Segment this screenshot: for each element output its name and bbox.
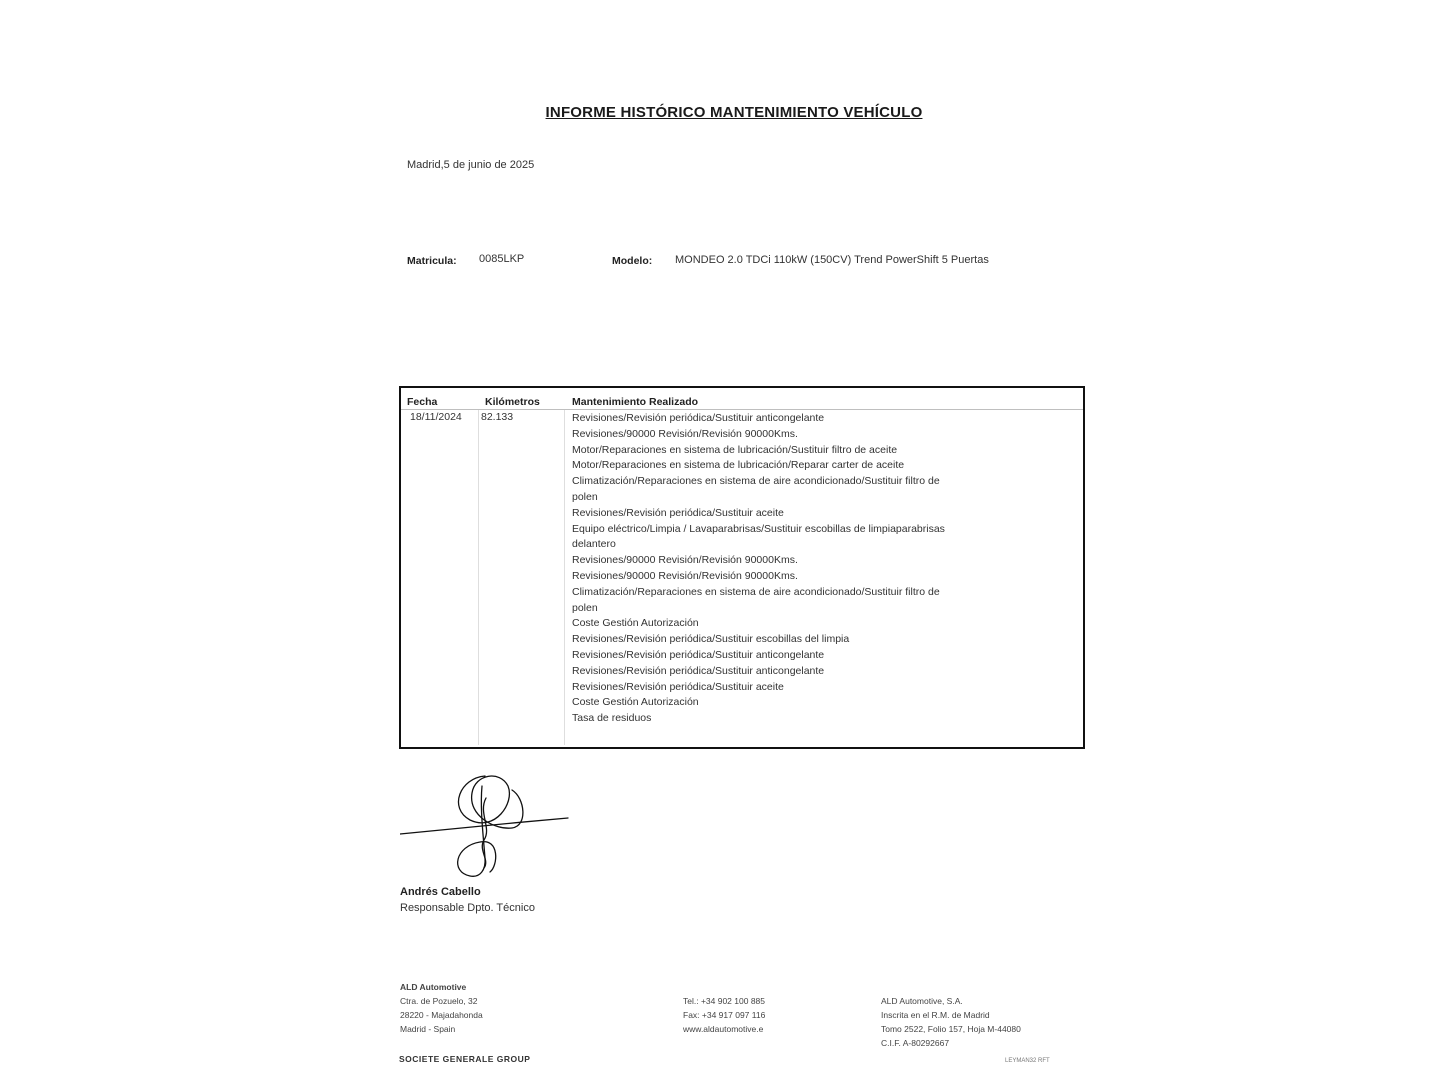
maintenance-item: Revisiones/90000 Revisión/Revisión 90000Kms. <box>572 554 798 567</box>
phone-line: Tel.: +34 902 100 885 <box>683 996 765 1006</box>
maintenance-item: Revisiones/Revisión periódica/Sustituir escobillas del limpia <box>572 633 850 646</box>
registry-line: Inscrita en el R.M. de Madrid <box>881 1010 990 1020</box>
maintenance-list <box>572 411 1072 727</box>
address-line: Ctra. de Pozuelo, 32 <box>400 996 478 1006</box>
cell-date: 18/11/2024 <box>410 411 462 423</box>
signatory-name: Andrés Cabello <box>400 886 481 898</box>
maintenance-item: Coste Gestión Autorización <box>572 696 699 709</box>
company-name: ALD Automotive <box>400 982 467 992</box>
registry-line: Tomo 2522, Folio 157, Hoja M-44080 <box>881 1024 1021 1034</box>
plate-value: 0085LKP <box>479 253 525 265</box>
maintenance-item: polen <box>572 601 598 614</box>
col-header-km: Kilómetros <box>485 396 540 408</box>
maintenance-item: Motor/Reparaciones en sistema de lubricación/Reparar carter de aceite <box>572 459 905 472</box>
report-title: INFORME HISTÓRICO MANTENIMIENTO VEHÍCULO <box>545 104 923 121</box>
maintenance-item: Revisiones/90000 Revisión/Revisión 90000Kms. <box>572 569 798 582</box>
footer-address-block <box>400 980 483 1036</box>
document-code: LEYMAN32 RFT <box>1005 1058 1050 1064</box>
model-value: MONDEO 2.0 TDCi 110kW (150CV) Trend PowerShift 5 Puertas <box>675 254 989 266</box>
footer-registry-block <box>881 994 1021 1050</box>
maintenance-item: Tasa de residuos <box>572 712 652 725</box>
maintenance-item: Revisiones/Revisión periódica/Sustituir aceite <box>572 680 784 693</box>
registry-line: C.I.F. A-80292667 <box>881 1038 950 1048</box>
maintenance-item: polen <box>572 490 598 503</box>
maintenance-item: Climatización/Reparaciones en sistema de aire acondicionado/Sustituir filtro de <box>572 475 940 488</box>
signatory-role: Responsable Dpto. Técnico <box>400 902 535 914</box>
cell-km: 82.133 <box>481 411 514 423</box>
column-divider <box>564 410 565 745</box>
maintenance-item: Revisiones/Revisión periódica/Sustituir anticongelante <box>572 412 825 424</box>
registry-line: ALD Automotive, S.A. <box>881 996 963 1006</box>
footer-contact-block <box>683 994 765 1036</box>
model-label: Modelo: <box>612 255 653 267</box>
handwritten-signature <box>400 768 570 883</box>
col-header-maintenance: Mantenimiento Realizado <box>572 396 699 408</box>
maintenance-item: Revisiones/90000 Revisión/Revisión 90000Kms. <box>572 427 798 440</box>
maintenance-item: Coste Gestión Autorización <box>572 617 699 630</box>
report-date: Madrid,5 de junio de 2025 <box>407 159 535 171</box>
col-header-date: Fecha <box>407 396 438 408</box>
column-divider <box>478 410 479 745</box>
maintenance-item: Revisiones/Revisión periódica/Sustituir aceite <box>572 506 784 519</box>
website-line: www.aldautomotive.e <box>683 1024 764 1034</box>
group-name: SOCIETE GENERALE GROUP <box>399 1054 531 1064</box>
fax-line: Fax: +34 917 097 116 <box>683 1010 766 1020</box>
address-line: 28220 - Majadahonda <box>400 1010 483 1020</box>
header-divider <box>401 409 1083 410</box>
maintenance-item: delantero <box>572 538 616 551</box>
plate-label: Matricula: <box>407 255 457 267</box>
maintenance-item: Revisiones/Revisión periódica/Sustituir anticongelante <box>572 648 825 661</box>
maintenance-item: Equipo eléctrico/Limpia / Lavaparabrisas/Sustituir escobillas de limpiaparabrisas <box>572 522 945 535</box>
maintenance-item: Climatización/Reparaciones en sistema de aire acondicionado/Sustituir filtro de <box>572 585 940 598</box>
address-line: Madrid - Spain <box>400 1024 456 1034</box>
maintenance-item: Motor/Reparaciones en sistema de lubricación/Sustituir filtro de aceite <box>572 443 898 456</box>
maintenance-item: Revisiones/Revisión periódica/Sustituir anticongelante <box>572 664 825 677</box>
